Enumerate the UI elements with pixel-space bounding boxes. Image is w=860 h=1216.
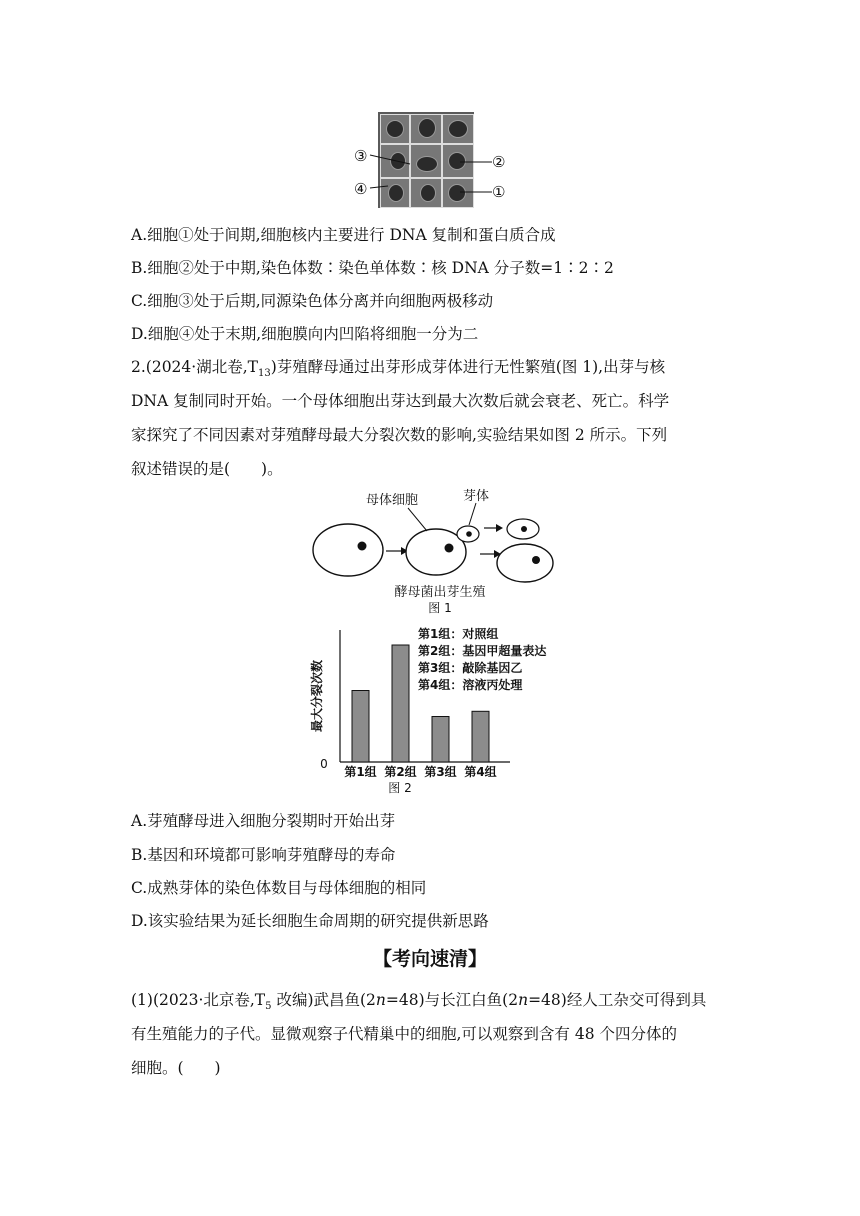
x-tick-label-2: 第2组 <box>384 765 417 779</box>
q2-stem-line-1: 2.(2024·湖北卷$,T_{13}$)芽殖酵母通过出芽形成芽体进行无性繁殖(图 1),出芽与核 <box>131 358 666 380</box>
legend-group <box>418 626 546 692</box>
micrograph-label-2: ② <box>492 153 506 171</box>
q2-option-c: C.成熟芽体的染色体数目与母体细胞的相同 <box>131 879 427 897</box>
figure-1-title: 图 1 <box>428 601 452 615</box>
q2-stem-line-2: DNA 复制同时开始。一个母体细胞出芽达到最大次数后就会衰老、死亡。科学 <box>131 392 670 410</box>
q1-option-a: A.细胞①处于间期,细胞核内主要进行 DNA 复制和蛋白质合成 <box>131 226 556 244</box>
legend-entry-1: 第1组：对照组 <box>418 627 499 641</box>
mother-leader <box>408 508 427 531</box>
yeast-nucleus-2 <box>445 544 454 553</box>
x-tick-label-3: 第3组 <box>424 765 457 779</box>
figure-2-bar-chart <box>300 620 600 800</box>
y-origin-label: 0 <box>320 757 328 771</box>
yeast-cell-4 <box>497 544 553 582</box>
x-tick-label-4: 第4组 <box>464 765 497 779</box>
item1-line-3: 细胞。( ) <box>131 1059 221 1077</box>
mother-cell-label: 母体细胞 <box>365 493 419 508</box>
item1-line-1: (1)(2023·北京卷$,T_5$ 改编)武昌鱼(2n=48)与长江白鱼(2n=48)经人工杂交可得到具 <box>131 991 707 1013</box>
yeast-nucleus-1 <box>358 542 367 551</box>
yeast-cell-1 <box>313 524 383 576</box>
x-tick-label-1: 第1组 <box>344 765 377 779</box>
figure-2-title: 图 2 <box>388 781 412 795</box>
q1-option-b: B.细胞②处于中期,染色体数∶染色单体数∶核 DNA 分子数=1∶2∶2 <box>131 259 614 277</box>
item1-line-2: 有生殖能力的子代。显微观察子代精巢中的细胞,可以观察到含有 48 个四分体的 <box>131 1025 678 1043</box>
micrograph-label-3: ③ <box>354 147 368 165</box>
q2-option-a: A.芽殖酵母进入细胞分裂期时开始出芽 <box>131 812 396 830</box>
y-axis-label: 最大分裂次数 <box>310 659 324 733</box>
nucleus <box>418 118 436 138</box>
q2-stem-line-4: 叙述错误的是( )。 <box>131 460 283 478</box>
nucleus <box>386 120 404 138</box>
q1-option-c: C.细胞③处于后期,同源染色体分离并向细胞两极移动 <box>131 292 494 310</box>
micrograph-label-4: ④ <box>354 180 368 198</box>
bar-4 <box>472 711 489 762</box>
bud-leader <box>469 503 476 525</box>
q2-option-d: D.该实验结果为延长细胞生命周期的研究提供新思路 <box>131 912 489 930</box>
legend-entry-3: 第3组：敲除基因乙 <box>418 661 523 675</box>
bar-2 <box>392 645 409 762</box>
bar-1 <box>352 691 369 763</box>
figure-1-caption: 酵母菌出芽生殖 <box>394 585 486 600</box>
q2-stem-line-3: 家探究了不同因素对芽殖酵母最大分裂次数的影响,实验结果如图 2 所示。下列 <box>131 426 668 444</box>
q2-option-b: B.基因和环境都可影响芽殖酵母的寿命 <box>131 846 396 864</box>
micrograph-label-1: ① <box>492 183 506 201</box>
nucleus <box>448 120 468 138</box>
q1-option-d: D.细胞④处于末期,细胞膜向内凹陷将细胞一分为二 <box>131 325 479 343</box>
section-heading: 【考向速清】 <box>372 948 487 970</box>
figure-1-budding-diagram <box>300 488 580 618</box>
bar-3 <box>432 717 449 763</box>
bud-label: 芽体 <box>462 489 490 504</box>
legend-entry-4: 第4组：溶液丙处理 <box>418 678 523 692</box>
legend-entry-2: 第2组：基因甲超量表达 <box>418 644 547 658</box>
